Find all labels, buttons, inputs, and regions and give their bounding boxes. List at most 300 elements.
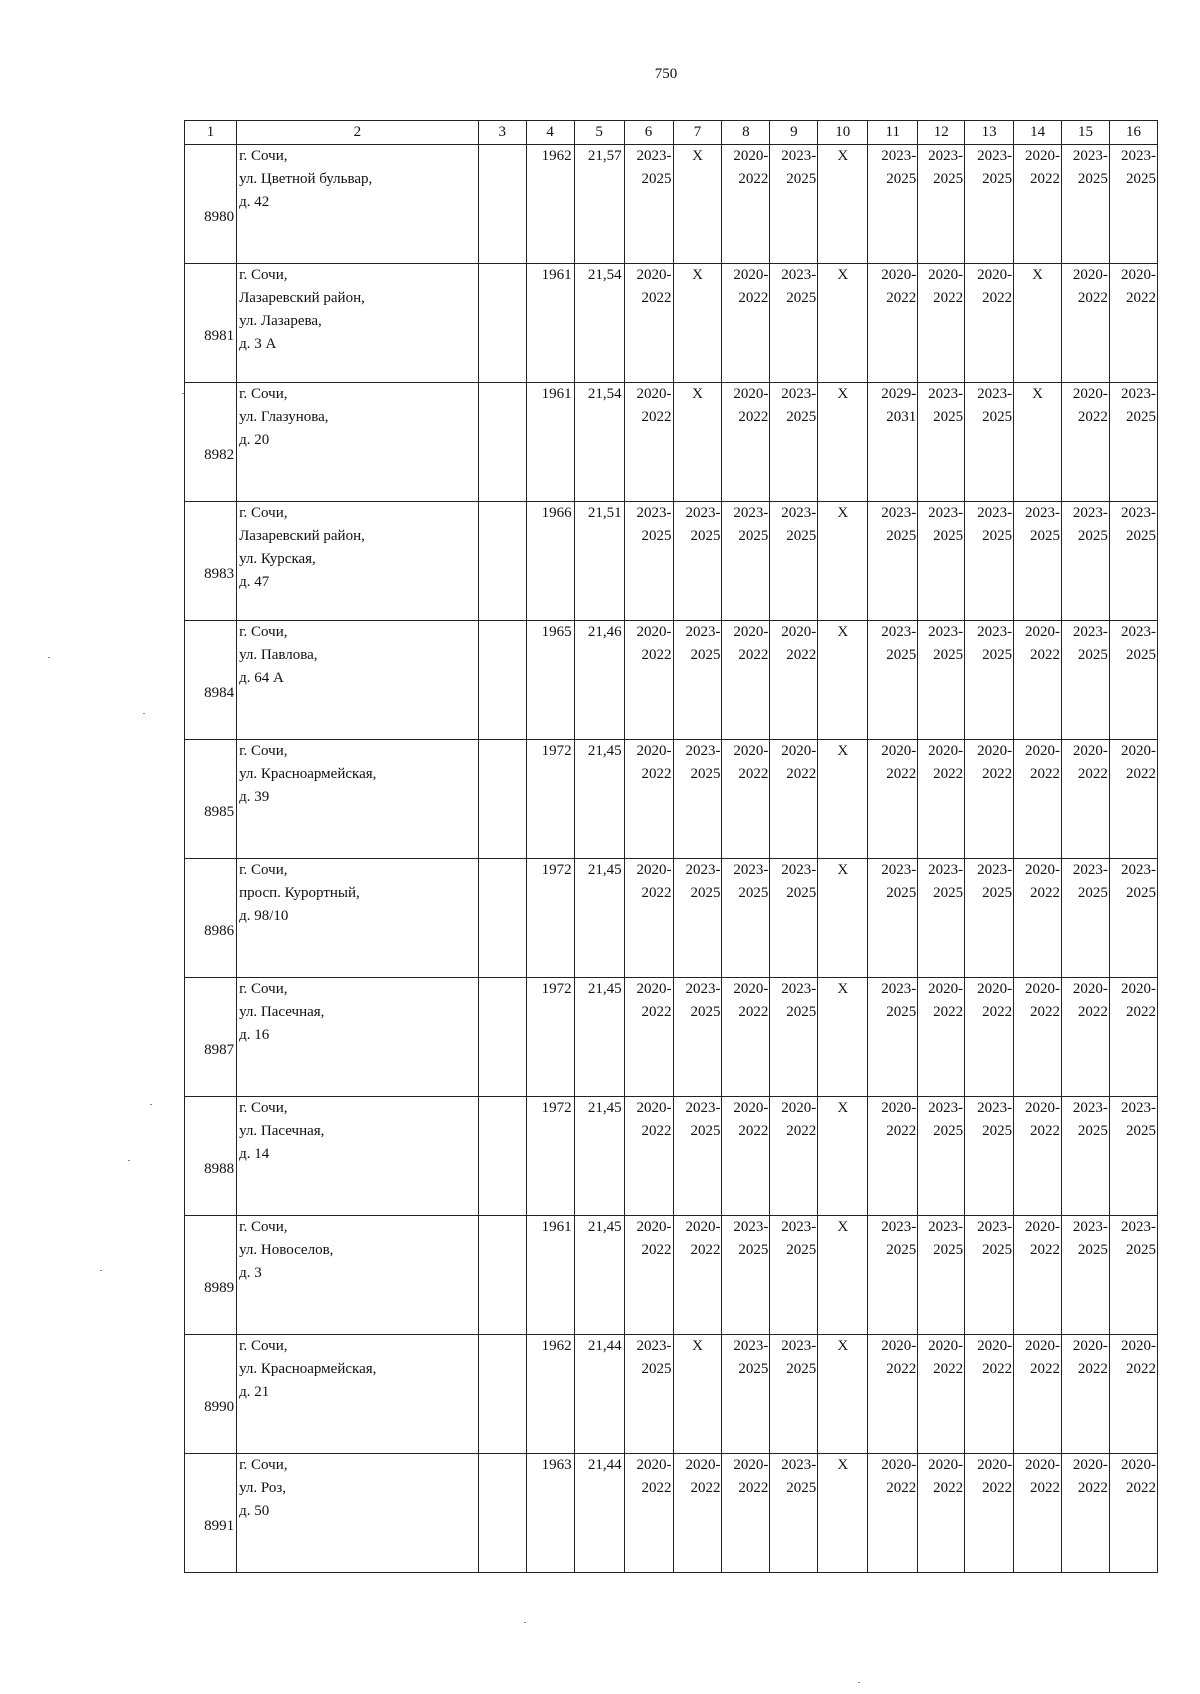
- period-cell: [770, 1097, 818, 1216]
- period-start: 2020-: [781, 624, 817, 640]
- period-cell: [770, 1335, 818, 1454]
- period-cell: [722, 502, 770, 621]
- period-cell: [918, 978, 965, 1097]
- period-cell: [673, 1216, 722, 1335]
- period-end: 2022: [886, 1480, 917, 1496]
- period-start: 2023-: [781, 267, 817, 283]
- period-cell: [673, 502, 722, 621]
- period-start: 2023-: [977, 1100, 1013, 1116]
- period-start: 2023-: [1121, 386, 1156, 402]
- period-start: 2020-: [1072, 386, 1108, 402]
- table-row: [185, 1335, 1158, 1454]
- period-end: 2022: [1077, 1480, 1108, 1496]
- period-end: 2025: [641, 1361, 672, 1377]
- period-start: 2023-: [733, 1219, 769, 1235]
- row-number: 8983: [185, 502, 237, 621]
- period-cell: [722, 740, 770, 859]
- period-cell: [965, 383, 1014, 502]
- period-start: 2020-: [977, 981, 1013, 997]
- table-row: [185, 383, 1158, 502]
- column-header-11: 11: [868, 121, 918, 145]
- row-number: 8980: [185, 145, 237, 264]
- column-3-cell: [478, 1216, 526, 1335]
- period-end: 2025: [982, 171, 1013, 187]
- period-cell: [1109, 1454, 1157, 1573]
- period-cell: [624, 1216, 673, 1335]
- period-cell: [722, 621, 770, 740]
- period-start: 2023-: [1072, 505, 1108, 521]
- period-cell: [673, 1097, 722, 1216]
- period-start: 2023-: [781, 1219, 817, 1235]
- period-cell: [868, 502, 918, 621]
- period-start: 2023-: [977, 505, 1013, 521]
- period-start: 2023-: [1072, 862, 1108, 878]
- period-start: 2020-: [733, 148, 769, 164]
- period-cell: [868, 1097, 918, 1216]
- period-start: 2020-: [1121, 1457, 1156, 1473]
- address-line: ул. Лазарева,: [239, 313, 322, 329]
- period-cell: [1062, 1454, 1110, 1573]
- year-cell: 1963: [526, 1454, 574, 1573]
- period-start: 2020-: [1025, 1100, 1061, 1116]
- period-end: 2025: [1077, 1123, 1108, 1139]
- period-cell: [722, 859, 770, 978]
- page-number: 750: [654, 66, 678, 82]
- year-cell: 1961: [526, 383, 574, 502]
- period-cell: [770, 383, 818, 502]
- period-cell: [624, 978, 673, 1097]
- address-line: Лазаревский район,: [239, 290, 365, 306]
- period-cell: [722, 1216, 770, 1335]
- area-cell: 21,54: [574, 383, 624, 502]
- period-cell: [1014, 1335, 1062, 1454]
- period-cell: [1062, 1097, 1110, 1216]
- address-cell: [237, 1097, 479, 1216]
- period-end: 2025: [933, 885, 964, 901]
- period-end: 2031: [886, 409, 917, 425]
- period-start: 2023-: [881, 981, 917, 997]
- period-start: 2020-: [928, 743, 964, 759]
- year-cell: 1972: [526, 859, 574, 978]
- period-cell: [965, 145, 1014, 264]
- period-end: 2022: [886, 290, 917, 306]
- period-start: 2020-: [1072, 743, 1108, 759]
- period-start: 2020-: [781, 1100, 817, 1116]
- address-line: г. Сочи,: [239, 981, 288, 997]
- period-cell: [1109, 502, 1157, 621]
- period-cell: [1014, 145, 1062, 264]
- row-number: 8981: [185, 264, 237, 383]
- period-cell: X: [818, 264, 868, 383]
- area-cell: 21,45: [574, 859, 624, 978]
- period-end: 2025: [690, 1004, 721, 1020]
- period-start: 2023-: [928, 624, 964, 640]
- period-cell: [965, 1335, 1014, 1454]
- period-end: 2022: [641, 1242, 672, 1258]
- period-cell: [1062, 859, 1110, 978]
- period-cell: [1109, 383, 1157, 502]
- period-end: 2025: [886, 171, 917, 187]
- period-start: 2020-: [685, 1457, 721, 1473]
- area-cell: 21,44: [574, 1335, 624, 1454]
- period-end: 2025: [886, 1242, 917, 1258]
- address-cell: [237, 978, 479, 1097]
- period-end: 2022: [1077, 409, 1108, 425]
- period-start: 2020-: [928, 1457, 964, 1473]
- period-cell: [770, 502, 818, 621]
- period-start: 2023-: [928, 1219, 964, 1235]
- period-cell: [868, 145, 918, 264]
- period-end: 2025: [641, 171, 672, 187]
- column-header-8: 8: [722, 121, 770, 145]
- period-end: 2025: [886, 528, 917, 544]
- period-cell: [624, 1335, 673, 1454]
- address-line: д. 14: [239, 1146, 270, 1162]
- period-cell: [1109, 264, 1157, 383]
- period-cell: [918, 1216, 965, 1335]
- period-start: 2023-: [881, 624, 917, 640]
- period-start: 2023-: [977, 862, 1013, 878]
- period-start: 2020-: [685, 1219, 721, 1235]
- address-cell: [237, 1216, 479, 1335]
- column-header-7: 7: [673, 121, 722, 145]
- period-end: 2022: [933, 1004, 964, 1020]
- period-start: 2023-: [685, 624, 721, 640]
- address-cell: [237, 740, 479, 859]
- period-start: 2023-: [977, 1219, 1013, 1235]
- period-cell: [624, 621, 673, 740]
- column-header-6: 6: [624, 121, 673, 145]
- address-line: г. Сочи,: [239, 743, 288, 759]
- table-row: [185, 859, 1158, 978]
- period-cell: X: [818, 145, 868, 264]
- period-end: 2025: [982, 1242, 1013, 1258]
- period-start: 2020-: [1072, 981, 1108, 997]
- period-start: 2020-: [1072, 1457, 1108, 1473]
- period-end: 2022: [1077, 1004, 1108, 1020]
- period-start: 2020-: [1025, 862, 1061, 878]
- period-cell: [965, 859, 1014, 978]
- address-line: д. 50: [239, 1503, 270, 1519]
- period-cell: X: [818, 740, 868, 859]
- period-end: 2022: [786, 766, 817, 782]
- period-end: 2025: [786, 885, 817, 901]
- period-cell: [868, 978, 918, 1097]
- column-3-cell: [478, 740, 526, 859]
- period-end: 2025: [1126, 171, 1156, 187]
- period-end: 2022: [933, 1361, 964, 1377]
- period-start: 2020-: [928, 267, 964, 283]
- period-cell: [868, 740, 918, 859]
- address-cell: [237, 1335, 479, 1454]
- period-end: 2025: [690, 885, 721, 901]
- period-start: 2023-: [781, 386, 817, 402]
- period-end: 2022: [1030, 1242, 1061, 1258]
- year-cell: 1962: [526, 1335, 574, 1454]
- period-start: 2020-: [977, 1457, 1013, 1473]
- period-cell: X: [818, 978, 868, 1097]
- table-row: [185, 145, 1158, 264]
- period-end: 2022: [641, 1123, 672, 1139]
- period-cell: [918, 383, 965, 502]
- period-start: 2020-: [636, 743, 672, 759]
- period-end: 2025: [786, 1242, 817, 1258]
- period-cell: [624, 859, 673, 978]
- period-cell: [624, 1097, 673, 1216]
- period-end: 2025: [982, 409, 1013, 425]
- period-end: 2022: [1030, 647, 1061, 663]
- period-start: 2020-: [636, 862, 672, 878]
- address-line: д. 3 А: [239, 336, 277, 352]
- period-start: 2020-: [1025, 148, 1061, 164]
- period-cell: [918, 621, 965, 740]
- period-cell: [1062, 1335, 1110, 1454]
- period-start: 2020-: [636, 267, 672, 283]
- column-header-10: 10: [818, 121, 868, 145]
- period-cell: [918, 859, 965, 978]
- address-line: г. Сочи,: [239, 1219, 288, 1235]
- period-cell: [965, 740, 1014, 859]
- period-start: 2023-: [781, 148, 817, 164]
- period-cell: [624, 740, 673, 859]
- period-cell: [1014, 1454, 1062, 1573]
- address-cell: [237, 383, 479, 502]
- period-end: 2022: [738, 290, 769, 306]
- period-end: 2025: [786, 1361, 817, 1377]
- period-cell: X: [673, 145, 722, 264]
- period-end: 2022: [738, 1480, 769, 1496]
- address-line: ул. Павлова,: [239, 647, 318, 663]
- column-header-14: 14: [1014, 121, 1062, 145]
- column-3-cell: [478, 1335, 526, 1454]
- period-end: 2025: [786, 1004, 817, 1020]
- period-start: 2020-: [733, 624, 769, 640]
- period-end: 2025: [1126, 1123, 1156, 1139]
- period-end: 2025: [786, 528, 817, 544]
- period-cell: [1062, 621, 1110, 740]
- period-start: 2023-: [781, 1457, 817, 1473]
- period-cell: [1109, 978, 1157, 1097]
- period-cell: [918, 1454, 965, 1573]
- period-cell: [1062, 383, 1110, 502]
- period-cell: [1109, 740, 1157, 859]
- row-number: 8991: [185, 1454, 237, 1573]
- period-start: 2020-: [1025, 624, 1061, 640]
- period-start: 2029-: [881, 386, 917, 402]
- address-line: д. 64 А: [239, 670, 284, 686]
- year-cell: 1961: [526, 1216, 574, 1335]
- period-end: 2025: [933, 528, 964, 544]
- period-end: 2022: [1030, 1004, 1061, 1020]
- period-start: 2023-: [781, 505, 817, 521]
- period-end: 2022: [886, 1361, 917, 1377]
- register-table: [184, 120, 1158, 1573]
- period-start: 2023-: [1025, 505, 1061, 521]
- column-header-5: 5: [574, 121, 624, 145]
- address-line: ул. Цветной бульвар,: [239, 171, 373, 187]
- period-cell: [1062, 740, 1110, 859]
- period-end: 2025: [982, 528, 1013, 544]
- address-line: г. Сочи,: [239, 1100, 288, 1116]
- period-cell: [918, 264, 965, 383]
- row-number: 8988: [185, 1097, 237, 1216]
- period-end: 2025: [641, 528, 672, 544]
- period-start: 2020-: [1121, 1338, 1156, 1354]
- year-cell: 1972: [526, 978, 574, 1097]
- column-3-cell: [478, 978, 526, 1097]
- row-number: 8986: [185, 859, 237, 978]
- period-cell: [673, 621, 722, 740]
- period-end: 2022: [1077, 766, 1108, 782]
- period-end: 2025: [690, 766, 721, 782]
- period-start: 2020-: [781, 743, 817, 759]
- address-cell: [237, 859, 479, 978]
- address-line: д. 20: [239, 432, 270, 448]
- period-cell: X: [818, 1454, 868, 1573]
- area-cell: 21,46: [574, 621, 624, 740]
- area-cell: 21,45: [574, 740, 624, 859]
- period-end: 2022: [1030, 1480, 1061, 1496]
- table-row: [185, 264, 1158, 383]
- period-start: 2023-: [781, 1338, 817, 1354]
- period-start: 2023-: [733, 505, 769, 521]
- period-end: 2022: [1077, 1361, 1108, 1377]
- period-cell: [624, 383, 673, 502]
- period-end: 2022: [738, 766, 769, 782]
- period-end: 2025: [1077, 171, 1108, 187]
- period-end: 2022: [1030, 885, 1061, 901]
- period-end: 2022: [982, 1480, 1013, 1496]
- period-end: 2025: [786, 290, 817, 306]
- row-number: 8984: [185, 621, 237, 740]
- period-cell: [722, 264, 770, 383]
- period-cell: X: [818, 383, 868, 502]
- area-cell: 21,45: [574, 978, 624, 1097]
- column-3-cell: [478, 621, 526, 740]
- period-cell: [965, 1454, 1014, 1573]
- period-cell: X: [818, 621, 868, 740]
- address-line: ул. Роз,: [239, 1480, 287, 1496]
- period-cell: [965, 1097, 1014, 1216]
- period-end: 2022: [690, 1242, 721, 1258]
- period-start: 2023-: [685, 743, 721, 759]
- address-line: д. 47: [239, 574, 270, 590]
- period-start: 2023-: [1121, 624, 1156, 640]
- period-end: 2025: [690, 528, 721, 544]
- period-end: 2025: [886, 885, 917, 901]
- period-end: 2022: [933, 1480, 964, 1496]
- period-end: 2022: [641, 290, 672, 306]
- period-cell: [770, 859, 818, 978]
- table-row: [185, 1454, 1158, 1573]
- period-cell: [868, 1335, 918, 1454]
- address-cell: [237, 502, 479, 621]
- period-end: 2022: [982, 1361, 1013, 1377]
- period-end: 2025: [886, 1004, 917, 1020]
- period-cell: [1109, 621, 1157, 740]
- period-cell: [868, 859, 918, 978]
- area-cell: 21,54: [574, 264, 624, 383]
- period-start: 2020-: [1072, 267, 1108, 283]
- period-start: 2020-: [1025, 1457, 1061, 1473]
- period-start: 2023-: [1072, 624, 1108, 640]
- period-end: 2025: [1126, 647, 1156, 663]
- address-line: ул. Пасечная,: [239, 1004, 325, 1020]
- period-start: 2020-: [733, 1100, 769, 1116]
- period-end: 2025: [933, 171, 964, 187]
- period-end: 2025: [786, 171, 817, 187]
- period-start: 2023-: [781, 862, 817, 878]
- period-cell: [1109, 859, 1157, 978]
- period-end: 2022: [641, 1004, 672, 1020]
- period-cell: [1014, 621, 1062, 740]
- address-cell: [237, 264, 479, 383]
- period-end: 2025: [738, 885, 769, 901]
- period-cell: [1109, 1216, 1157, 1335]
- row-number: 8987: [185, 978, 237, 1097]
- period-start: 2023-: [781, 981, 817, 997]
- period-cell: X: [818, 1097, 868, 1216]
- column-header-15: 15: [1062, 121, 1110, 145]
- year-cell: 1961: [526, 264, 574, 383]
- table-row: [185, 978, 1158, 1097]
- column-header-13: 13: [965, 121, 1014, 145]
- period-cell: X: [673, 264, 722, 383]
- period-cell: X: [818, 1335, 868, 1454]
- register-body: [185, 145, 1158, 1573]
- column-header-12: 12: [918, 121, 965, 145]
- period-end: 2025: [786, 1480, 817, 1496]
- address-line: г. Сочи,: [239, 386, 288, 402]
- period-end: 2025: [690, 647, 721, 663]
- period-cell: X: [673, 383, 722, 502]
- period-end: 2025: [738, 1242, 769, 1258]
- period-start: 2023-: [733, 1338, 769, 1354]
- period-start: 2020-: [977, 1338, 1013, 1354]
- period-cell: [868, 264, 918, 383]
- address-line: ул. Красноармейская,: [239, 1361, 377, 1377]
- year-cell: 1966: [526, 502, 574, 621]
- year-cell: 1972: [526, 1097, 574, 1216]
- period-end: 2025: [1126, 409, 1156, 425]
- address-line: д. 16: [239, 1027, 270, 1043]
- period-end: 2022: [1077, 290, 1108, 306]
- period-start: 2020-: [636, 981, 672, 997]
- period-cell: [918, 502, 965, 621]
- table-row: [185, 1216, 1158, 1335]
- period-end: 2025: [982, 885, 1013, 901]
- period-start: 2023-: [1072, 148, 1108, 164]
- period-start: 2020-: [733, 981, 769, 997]
- period-cell: [1062, 264, 1110, 383]
- area-cell: 21,44: [574, 1454, 624, 1573]
- period-cell: X: [818, 859, 868, 978]
- period-start: 2020-: [928, 1338, 964, 1354]
- address-line: г. Сочи,: [239, 624, 288, 640]
- period-end: 2025: [738, 1361, 769, 1377]
- period-cell: [722, 1454, 770, 1573]
- period-start: 2023-: [685, 505, 721, 521]
- period-start: 2023-: [928, 862, 964, 878]
- address-line: г. Сочи,: [239, 148, 288, 164]
- area-cell: 21,57: [574, 145, 624, 264]
- address-line: д. 39: [239, 789, 270, 805]
- period-start: 2023-: [977, 624, 1013, 640]
- period-cell: [722, 1335, 770, 1454]
- period-cell: [770, 621, 818, 740]
- period-cell: [770, 740, 818, 859]
- period-start: 2023-: [1121, 1219, 1156, 1235]
